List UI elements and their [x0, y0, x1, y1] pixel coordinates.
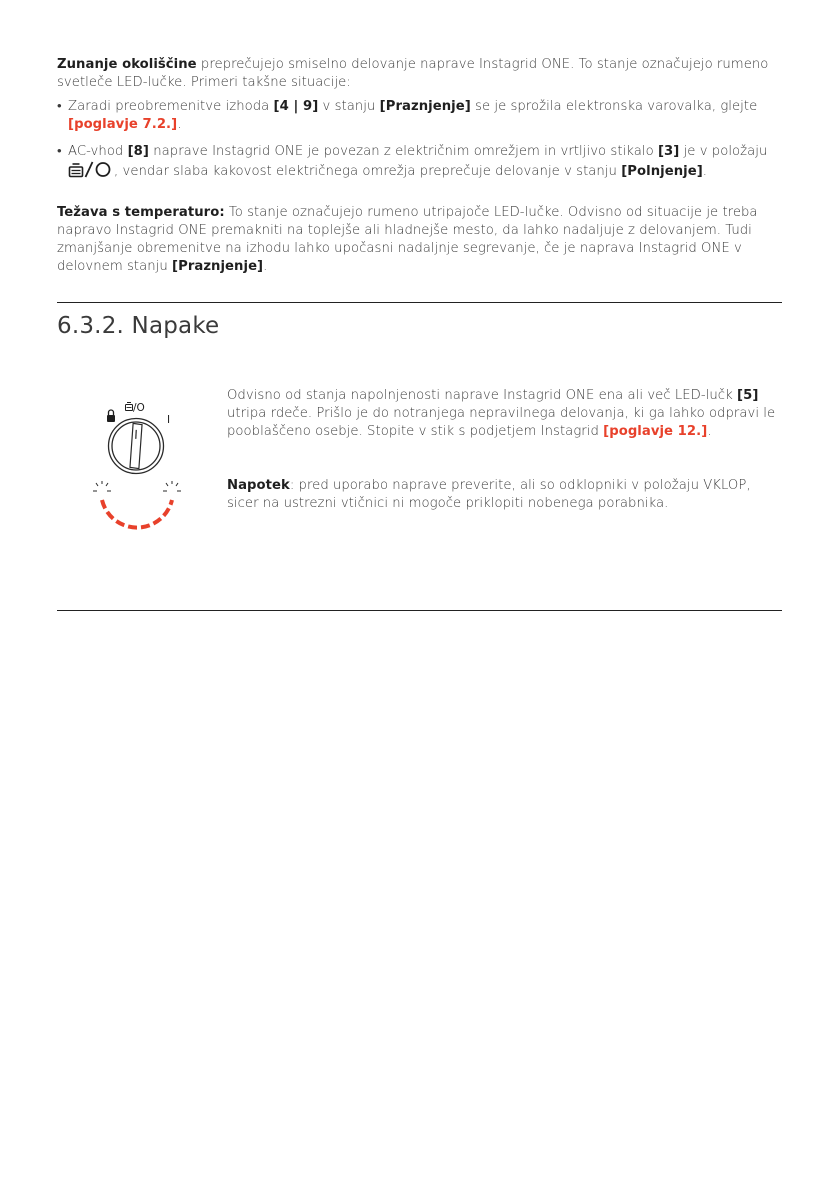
note-term: Napotek [227, 478, 290, 493]
bullet-text: je v položaju [679, 144, 768, 159]
rotary-switch [109, 419, 164, 474]
chapter-link-7-2[interactable]: [poglavje 7.2.] [68, 117, 178, 132]
section-title: 6.3.2. Napake [57, 313, 220, 339]
fault-text: utripa rdeče. Prišlo je do notranjega nepravilnega delovanja, ki ga lahko odpravi le pooblaščeno osebje. Stopite v stik s podjetjem Instagrid [227, 406, 776, 439]
switch-led-diagram [82, 394, 192, 539]
ref-led: [5] [737, 388, 759, 403]
switch-position-label: /O [133, 402, 145, 414]
term-external: Zunanje okoliščine [57, 57, 197, 72]
paragraph-end: . [263, 259, 268, 274]
chapter-link-12[interactable]: [poglavje 12.] [603, 424, 708, 439]
note-paragraph [227, 477, 783, 513]
intro-paragraph [57, 56, 783, 92]
bullet-text: , vendar slaba kakovost električnega omrežja preprečuje delovanje v stanju [114, 164, 622, 179]
temperature-paragraph [57, 204, 783, 276]
bullet-text: . [702, 164, 708, 179]
intro-text: preprečujejo smiselno delovanje naprave Instagrid ONE. To stanje označujejo rumeno svetleče LED-lučke. Primeri takšne situacije: [57, 57, 769, 90]
blink-indicator-right [163, 481, 181, 491]
section-end-divider [57, 610, 782, 611]
charge-off-icon [68, 161, 114, 184]
bullet-text: v stanju [318, 99, 380, 114]
list-item [57, 98, 783, 134]
ref-output: [4 | 9] [273, 99, 319, 114]
fault-text: Odvisno od stanja napolnjenosti naprave Instagrid ONE ena ali več LED-lučk [227, 388, 738, 403]
bullet-text: se je sprožila elektronska varovalka, glejte [470, 99, 758, 114]
ref-ac-input: [8] [127, 144, 149, 159]
example-list [57, 98, 783, 184]
list-item [57, 143, 783, 184]
fault-text: . [707, 424, 712, 439]
temperature-text: To stanje označujejo rumeno utripajoče LED-lučke. Odvisno od situacije je treba napravo Instagrid ONE premakniti na toplejše ali hladnejše mesto, da lahko nadaljuje z delovanjem. Tudi zmanjšanje obremenitve na izhodu lahko upočasni nadaljnje segrevanje, če je naprava Instagrid ONE v delovnem stanju [57, 205, 758, 274]
section-divider [57, 302, 782, 303]
fault-description [227, 387, 783, 441]
bullet-text: . [177, 117, 182, 132]
led-ring [102, 500, 172, 528]
bullet-text: AC-vhod [68, 144, 128, 159]
ref-state-discharge: [Praznjenje] [379, 99, 471, 114]
bullet-text: Zaradi preobremenitve izhoda [68, 99, 274, 114]
ref-rotary-switch: [3] [657, 144, 680, 159]
ref-state-discharge: [Praznjenje] [172, 259, 264, 274]
ref-state-charge: [Polnjenje] [621, 164, 703, 179]
lock-icon [107, 410, 115, 422]
blink-indicator-left [93, 481, 111, 491]
note-text: : pred uporabo naprave preverite, ali so odklopniki v položaju VKLOP, sicer na ustrezni vtičnici ni mogoče priklopiti nobenega porabnika. [227, 478, 751, 511]
term-temperature: Težava s temperaturo: [57, 205, 225, 220]
charge-icon [126, 403, 133, 411]
bullet-text: naprave Instagrid ONE je povezan z električnim omrežjem in vrtljivo stikalo [149, 144, 658, 159]
on-position-label: I [167, 414, 171, 426]
